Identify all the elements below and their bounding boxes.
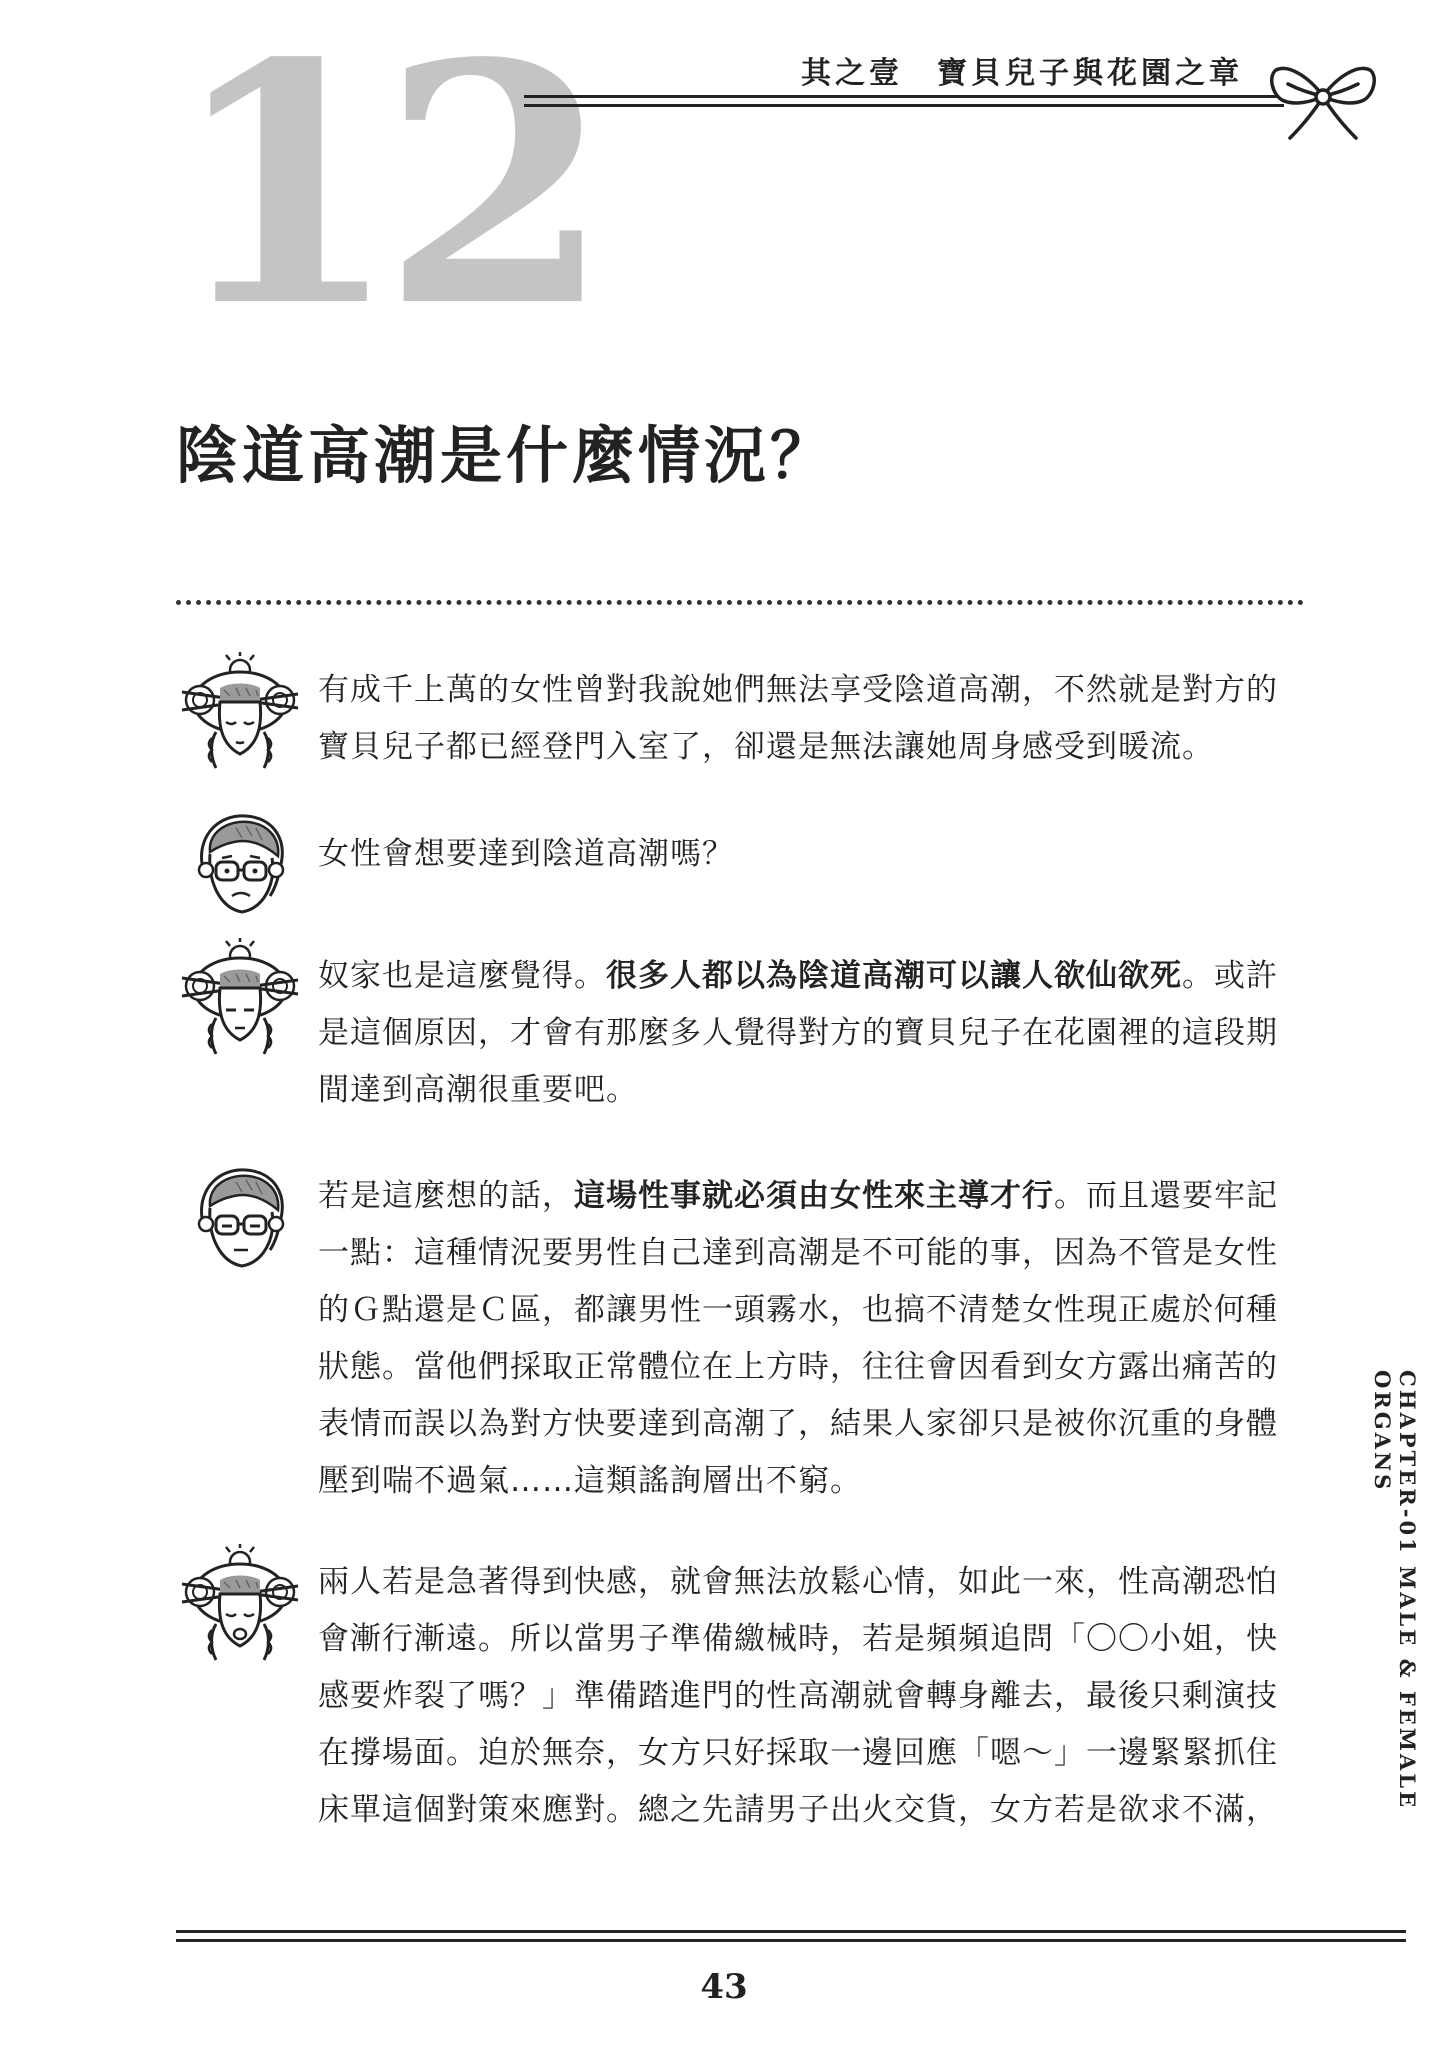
geisha-avatar-icon [180, 938, 300, 1058]
dialogue-4-text-1: 若是這麼想的話， [318, 1178, 574, 1214]
header-rule-bottom [524, 104, 1284, 107]
header-rule-top [524, 95, 1284, 98]
dialogue-4-text-2: 。而且還要牢記一點：這種情況要男性自己達到高潮是不可能的事，因為不管是女性的Ｇ點還是Ｃ區，都讓男性一頭霧水，也搞不清楚女性現正處於何種狀態。當他們採取正常體位在上方時，往往會因看到女方露出痛苦的表情而誤以為對方快要達到高潮了，結果人家卻只是被你沉重的身體壓到喘不過氣……這類謠詢層出不窮。 [318, 1178, 1278, 1499]
chapter-number: 12 [170, 0, 594, 379]
page-title: 陰道高潮是什麼情況？ [176, 419, 837, 492]
dialogue-3 [318, 948, 1308, 1119]
page-number: 43 [700, 1967, 748, 2007]
dialogue-4-bold: 這場性事就必須由女性來主導才行 [574, 1178, 1054, 1214]
dialogue-1-text: 有成千上萬的女性曾對我說她們無法享受陰道高潮，不然就是對方的寶貝兒子都已經登門入室了，卻還是無法讓她周身感受到暖流。 [318, 672, 1278, 765]
dialogue-1 [318, 662, 1308, 776]
dialogue-5-text: 兩人若是急著得到快感，就會無法放鬆心情，如此一來，性高潮恐怕會漸行漸遠。所以當男子準備繳械時，若是頻頻追問「〇〇小姐，快感要炸裂了嗎？」準備踏進門的性高潮就會轉身離去，最後只剩演技在撐場面。迫於無奈，女方只好採取一邊回應「嗯～」一邊緊緊抓住床單這個對策來應對。總之先請男子出火交貨，女方若是欲求不滿， [318, 1564, 1278, 1828]
dialogue-3-bold: 很多人都以為陰道高潮可以讓人欲仙欲死 [606, 958, 1182, 994]
dialogue-5 [318, 1554, 1308, 1839]
dialogue-3-text-2: 。或許是這個原因，才會有那麼多人覺得對方的寶貝兒子在花園裡的這段期間達到高潮很重要吧。 [318, 958, 1278, 1108]
dialogue-2 [318, 826, 1308, 883]
dialogue-3-text-1: 奴家也是這麼覺得。 [318, 958, 606, 994]
dotted-divider [176, 600, 1304, 605]
dialogue-2-text: 女性會想要達到陰道高潮嗎？ [318, 836, 734, 872]
footer-rule-bottom [176, 1939, 1406, 1942]
geisha-avatar-icon [180, 652, 300, 772]
dialogue-4 [318, 1168, 1308, 1510]
doctor-avatar-icon [180, 1158, 300, 1278]
footer-rule-top [176, 1930, 1406, 1933]
ribbon-bow-icon [1268, 54, 1378, 142]
geisha-avatar-icon [180, 1544, 300, 1664]
chapter-side-label: CHAPTER-01 MALE & FEMALE ORGANS [1370, 1370, 1420, 1811]
doctor-avatar-icon [180, 804, 300, 924]
section-title: 其之壹 寶貝兒子與花園之章 [801, 56, 1243, 91]
